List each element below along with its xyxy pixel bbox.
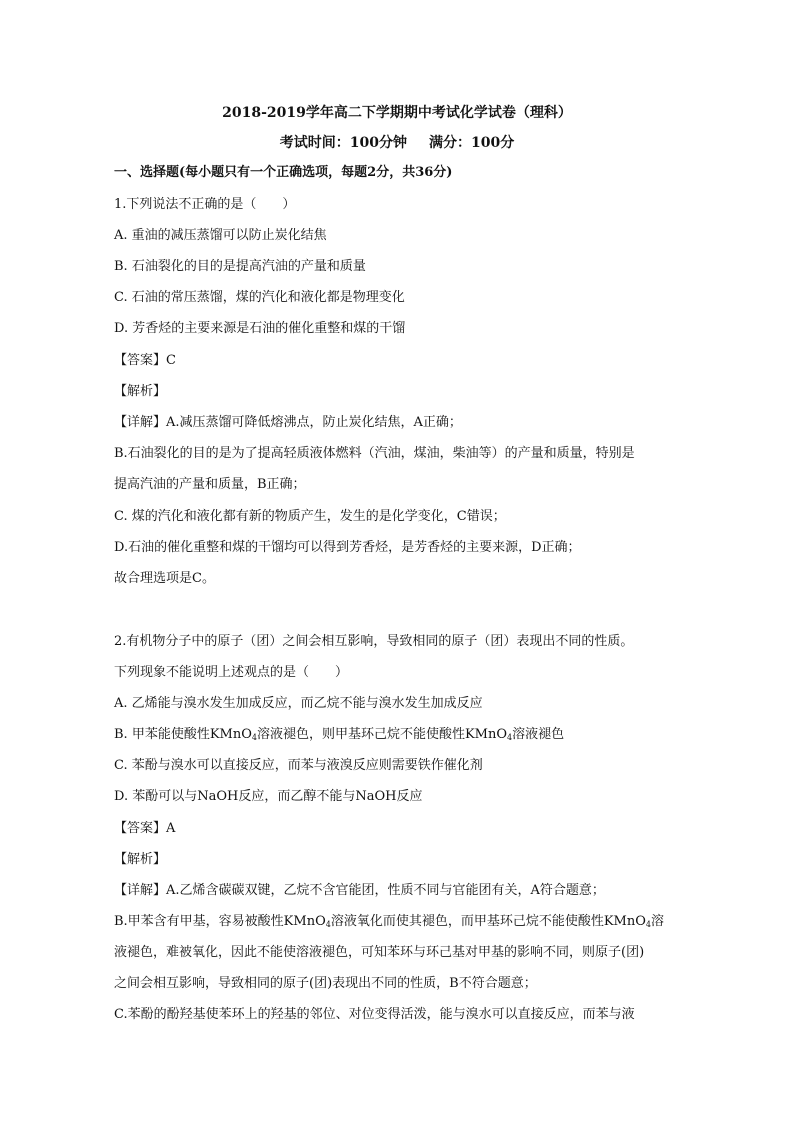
question-2-detail-line: 之间会相互影响，导致相同的原子(团)表现出不同的性质，B不符合题意； [114,976,537,991]
question-1-detail-line: 提高汽油的产量和质量，B正确； [114,477,306,492]
question-2-detail-line: C.苯酚的酚羟基使苯环上的羟基的邻位、对位变得活泼，能与溴水可以直接反应，而苯与液 [114,1007,635,1022]
question-1-analysis: 【解析】 [114,384,167,399]
exam-score: 满分：100分 [429,135,515,151]
subscript: 4 [507,733,513,742]
option-b-text: B. 甲苯能使酸性KMnO [114,727,252,742]
question-1-option-c: C. 石油的常压蒸馏，煤的汽化和液化都是物理变化 [114,290,405,305]
detail-b-text: 溶 [651,914,665,929]
question-2-answer: 【答案】A [114,821,176,836]
question-2-detail-line [114,912,704,932]
question-2-option-c: C. 苯酚与溴水可以直接反应，而苯与液溴反应则需要铁作催化剂 [114,758,483,773]
question-2-stem: 2.有机物分子中的原子（团）之间会相互影响，导致相同的原子（团）表现出不同的性质。 [114,634,634,649]
subscript: 4 [645,920,651,929]
question-2-option-a: A. 乙烯能与溴水发生加成反应，而乙烷不能与溴水发生加成反应 [114,696,483,711]
question-2-option-d: D. 苯酚可以与NaOH反应，而乙醇不能与NaOH反应 [114,789,423,804]
question-1-answer: 【答案】C [114,353,176,368]
section-heading: 一、选择题(每小题只有一个正确选项，每题2分，共36分) [114,165,453,180]
question-1-detail-line: 【详解】A.减压蒸馏可降低熔沸点，防止炭化结焦，A正确； [114,415,462,430]
question-1-detail-line: C. 煤的汽化和液化都有新的物质产生，发生的是化学变化，C错误； [114,509,506,524]
option-b-text: 溶液褪色 [512,727,565,742]
question-2-analysis: 【解析】 [114,852,167,867]
question-1-detail-line: B.石油裂化的目的是为了提高轻质液体燃料（汽油，煤油，柴油等）的产量和质量，特别是 [114,446,635,461]
exam-time: 考试时间：100分钟 [279,135,407,151]
exam-subtitle [0,133,794,153]
question-2-option-b [114,725,704,745]
question-1-stem: 1.下列说法不正确的是（ ） [114,197,296,212]
detail-b-text: B.甲苯含有甲基，容易被酸性KMnO [114,914,326,929]
question-1-option-b: B. 石油裂化的目的是提高汽油的产量和质量 [114,259,366,274]
question-1-conclusion: 故合理选项是C。 [114,571,215,586]
option-b-text: 溶液褪色，则甲基环己烷不能使酸性KMnO [256,727,508,742]
subscript: 4 [325,920,331,929]
question-2-detail-line: 【详解】A.乙烯含碳碳双键，乙烷不含官能团，性质不同与官能团有关，A符合题意； [114,883,605,898]
detail-b-text: 溶液氧化而使其褪色，而甲基环己烷不能使酸性KMnO [330,914,646,929]
exam-title: 2018-2019学年高二下学期期中考试化学试卷（理科） [222,105,572,121]
question-2-stem: 下列现象不能说明上述观点的是（ ） [114,665,349,680]
subscript: 4 [251,733,257,742]
question-1-option-a: A. 重油的减压蒸馏可以防止炭化结焦 [114,228,327,243]
question-1-detail-line: D.石油的催化重整和煤的干馏均可以得到芳香烃，是芳香烃的主要来源，D正确； [114,540,581,555]
question-2-detail-line: 液褪色，难被氧化，因此不能使溶液褪色，可知苯环与环己基对甲基的影响不同，则原子(团) [114,945,645,960]
question-1-option-d: D. 芳香烃的主要来源是石油的催化重整和煤的干馏 [114,321,406,336]
